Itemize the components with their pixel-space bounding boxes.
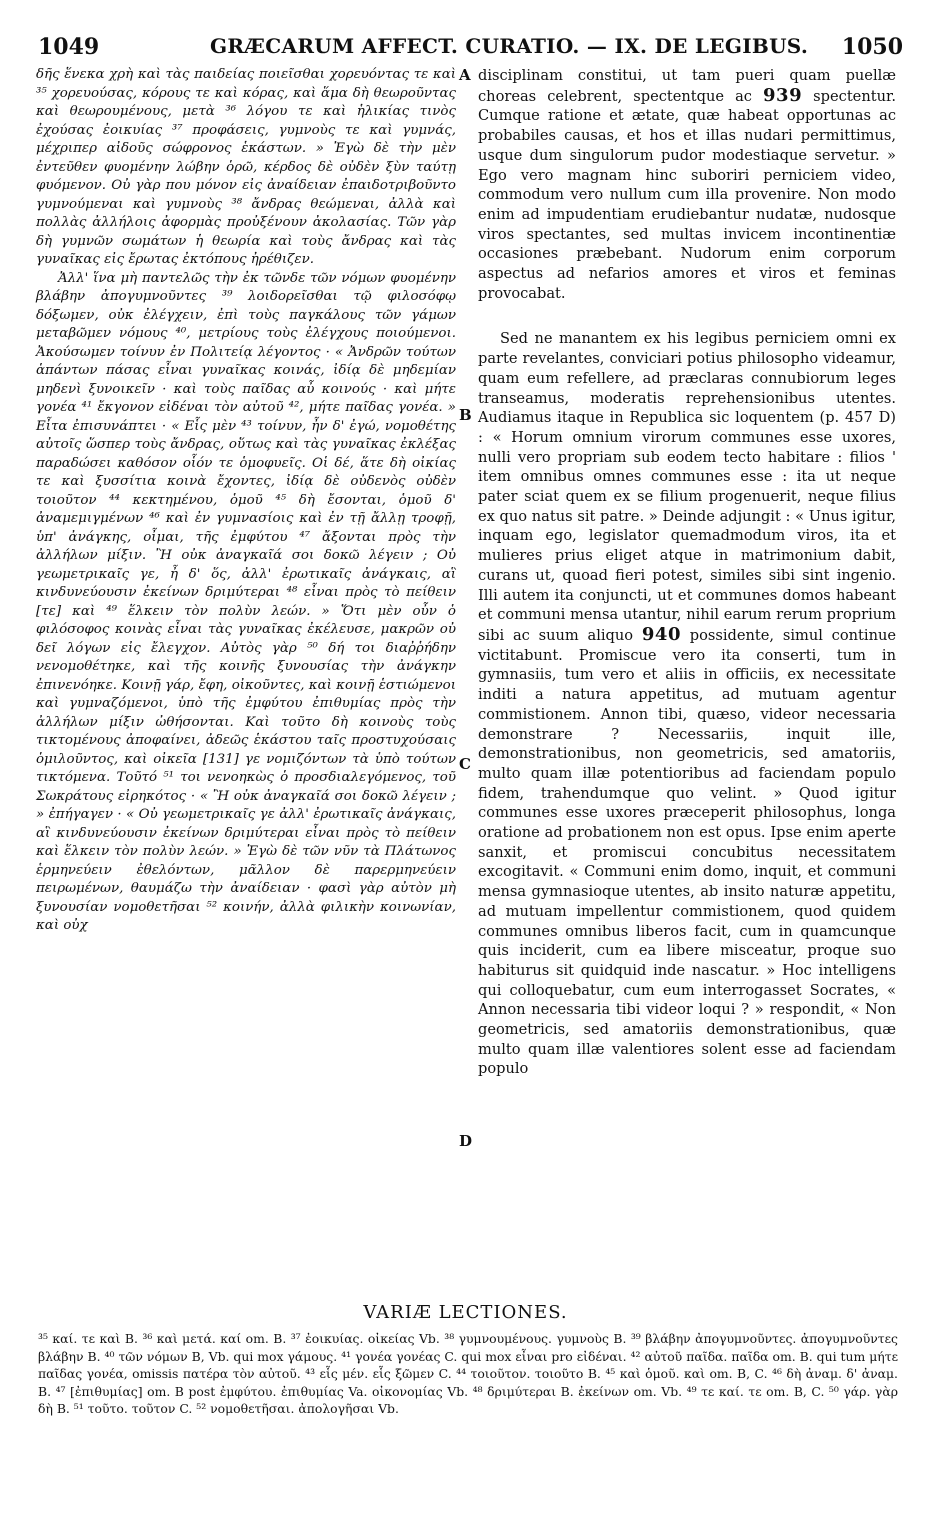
greek-paragraph-2: Ἀλλ' ἵνα μὴ παντελῶς τὴν ἐκ τῶνδε τῶν νόμων φυομένην βλάβην ἀπογυμνοῦντες ³⁹ λοιδορεῖσθαι τῷ φιλοσόφῳ δόξωμεν, οὐκ ἐλέγχειν, ἐπὶ τοὺς παγκάλους τῶν γάμων μεταβῶμεν νόμους ⁴⁰, μετρίους τοὺς ἐλέγχους ποιούμενοι. Ἀκούσωμεν τοίνυν ἐν Πολιτείᾳ λέγοντος · « Ἀνδρῶν τούτων ἁπάντων πάσας εἶναι γυναῖκας κοινάς, ἰδίᾳ δὲ μηδεμίαν μηδενὶ ξυνοικεῖν · καὶ τοὺς παῖδας αὖ κοινούς · καὶ μήτε γονέα ⁴¹ ἔκγονον εἰδέναι τὸν αὐτοῦ ⁴², μήτε παῖδας γονέα. » Εἶτα ἐπισυνάπτει · « Εἷς μὲν ⁴³ τοίνυν, ἦν δ' ἐγώ, νομοθέτης αὐτοῖς ὥσπερ τοὺς ἄνδρας, οὕτως καὶ τὰς γυναῖκας ἐκλέξας παραδώσει καθόσον οἷόν τε ὁμοφυεῖς. Οἱ δέ, ἅτε δὴ οἰκίας τε καὶ ξυσσίτια κοινὰ ἔχοντες, ἰδίᾳ δὲ οὐδενὸς οὐδὲν τοιοῦτον ⁴⁴ κεκτημένου, ὁμοῦ ⁴⁵ δὴ ἔσονται, ὁμοῦ δ' ἀναμεμιγμένων ⁴⁶ καὶ ἐν γυμνασίοις καὶ ἐν τῇ ἄλλῃ τροφῇ, ὑπ' ἀνάγκης, οἶμαι, τῆς ἐμφύτου ⁴⁷ ἄξονται πρὸς τὴν ἀλλήλων μίξιν. Ἢ οὐκ ἀναγκαῖά σοι δοκῶ λέγειν ; Οὐ γεωμετρικαῖς γε, ἦ δ' ὅς, ἀλλ' ἐρωτικαῖς ἀνάγκαις, αἳ κινδυνεύουσιν ἐκείνων δριμύτεραι ⁴⁸ εἶναι πρὸς τὸ πείθειν [τε] καὶ ⁴⁹ ἕλκειν τὸν πολὺν λεών. » Ὅτι μὲν οὖν ὁ φιλόσοφος κοινὰς εἶναι τὰς γυναῖκας ἐκέλευσε, μακρῶν οὐ δεῖ λόγων εἰς ἔλεγχον. Αὐτὸς γὰρ ⁵⁰ δή τοι διαῤῥήδην νενομοθέτηκε, καὶ τῆς κοινῆς ξυνουσίας τὴν ἀνάγκην ἐπινενόηκε. Κοινῇ γάρ, ἔφη, οἰκοῦντες, καὶ κοινῇ ἑστιώμενοι καὶ γυμναζόμενοι, ὑπὸ τῆς ἐμφύτου ἐπιθυμίας πρὸς τὴν ἀλλήλων μίξιν ὠθήσονται. Καὶ τοῦτο δὴ κοινοὺς τοὺς τικτομένους ἀποφαίνει, ἀδεῶς ἑκάστου ταῖς προστυχούσαις ὁμιλοῦντος, καὶ οἰκεῖα [131] γε νομιζόντων τὰ ὑπὸ τούτων τικτόμενα. Τοῦτό ⁵¹ τοι νενοηκὼς ὁ προσδιαλεγόμενος, τοῦ Σωκράτους εἰρηκότος · « Ἢ οὐκ ἀναγκαῖά σοι δοκῶ λέγειν ; » ἐπήγαγεν · « Οὐ γεωμετρικαῖς γε ἀλλ' ἐρωτικαῖς ἀνάγκαις, αἳ κινδυνεύουσιν ἐκείνων δριμύτεραι εἶναι πρὸς τὸ πείθειν καὶ ἕλκειν τὸν πολὺν λεών. » Ἐγὼ δὲ τῶν νῦν τὰ Πλάτωνος ἑρμηνεύειν ἐθελόντων, μᾶλλον δὲ παρερμηνεύειν πειρωμένων, θαυμάζω τὴν ἀναίδειαν · φασὶ γὰρ αὐτὸν μὴ ξυνουσίαν νομοθετῆσαι ⁵² κοινήν, ἀλλὰ φιλικὴν κοινωνίαν, καὶ οὐχ xyxy=(36,270,456,933)
latin-column xyxy=(478,66,896,1079)
latin-paragraph-2-part-b: possidente, simul continue victitabunt. Promiscue vero ita conserti, tum in gymnasiis, tum vero et aliis in officiis, ex necessitate inditi a natura appetitus, ad mutuam agentur commistionem. Annon tibi, quæso, videor necessaria demonstrare ? Necessariis, inquit ille, demonstrationibus, non geometricis, sed amatoriis, multo quam illæ potentioribus ad faciendam populo fidem, trahendumque quo velint. » Quod igitur communes esse uxores præceperit philosophus, longa oratione ad probationem non est opus. Ipse enim aperte sanxit, et promiscui concubitus necessitatem excogitavit. « Communi enim domo, inquit, et communi mensa gymnasioque utentes, ab insito naturæ appetitu, ad mutuam impellentur commistionem, quod quidem communes omnibus liberos facit, cum in quamcunque quis inciderit, cum ea libere misceatur, proque suo habiturus sit quidquid inde nascatur. » Hoc intelligens qui colloquebatur, cum eum interrogasset Socrates, « Annon necessaria tibi videor loqui ? » respondit, « Non geometricis, sed amatoriis demonstrationibus, quæ multo quam illæ valentiores solent esse ad faciendam populo xyxy=(478,626,897,1078)
variae-lectiones-title: VARIÆ LECTIONES. xyxy=(363,1302,568,1323)
edition-page-number-939: 939 xyxy=(763,84,803,106)
latin-paragraph-2-part-a: Sed ne manantem ex his legibus perniciem omni ex parte revelantes, conviciari potius philosopho videamur, quam eum refellere, ad præclaras connubiorum leges transeamus, moderatis reprehensionibus utentes. Audiamus itaque in Republica sic loquentem (p. 457 D) : « Horum omnium virorum communes esse uxores, nulli vero propriam sub eodem tecto habitare : filios ' item omnibus omnes communes esse : ita ut neque pater sciat quem ex se filium progenuerit, neque filius ex quo natus sit patre. » Deinde adjungit : « Unus igitur, inquam ego, legislator quemadmodum viros, ita et mulieres prius eliget atque in matrimonium dabit, curans ut, quoad fieri potest, similes sibi sint ingenio. Illi autem ita conjuncti, ut et communes domos habeant et communi mensa utantur, nihil earum rerum proprium sibi ac suum aliquo xyxy=(478,330,896,644)
greek-column xyxy=(36,66,456,936)
variae-lectiones-notes xyxy=(38,1330,898,1418)
latin-paragraph-1-part-b: spectentur. Cumque ratione et ætate, quæ habeat opportunas ac probabiles causas, et hos et illas nudari permittimus, usque dum singulorum pudor modestiaque servetur. » Ego vero magnam hinc suboriri perniciem video, commodum vero nullum cum illa provenire. Non modo enim ad impudentiam erudiebantur nudatæ, nudosque viros spectantes, sed multas invicem incontinentiæ occasiones præbebant. Nudorum enim corporum aspectus ad nefarios amores et viros et feminas provocabat. xyxy=(478,87,896,302)
left-page-number: 1049 xyxy=(38,34,100,60)
section-marker-d: D xyxy=(459,1132,473,1150)
latin-paragraph-1 xyxy=(478,66,896,303)
right-page-number: 1050 xyxy=(841,34,903,60)
latin-paragraph-2 xyxy=(478,329,896,1079)
section-marker-c: C xyxy=(459,755,471,773)
edition-page-number-940: 940 xyxy=(641,623,681,645)
greek-paragraph-1: δῆς ἕνεκα χρὴ καὶ τὰς παιδείας ποιεῖσθαι χορευόντας τε καὶ ³⁵ χορευούσας, κόρους τε καὶ κόρας, καὶ ἅμα δὴ θεωροῦντας καὶ θεωρουμένους, μετὰ ³⁶ λόγου τε καὶ ἡλικίας τινὸς ἐχούσας ἐοικυίας ³⁷ προφάσεις, γυμνοὺς τε καὶ γυμνάς, μέχριπερ αἰδοῦς σώφρονος ἑκάστων. » Ἐγὼ δὲ τὴν μὲν ἐντεῦθεν φυομένην λώβην ὁρῶ, κέρδος δὲ οὐδὲν ξὺν ταύτῃ φυόμενον. Οὐ γὰρ που μόνον εἰς ἀναίδειαν ἐπαιδοτριβοῦντο γυμνούμεναι καὶ γυμνοὺς ³⁸ ἄνδρας θεώμεναι, ἀλλὰ καὶ πολλὰς ἀλλήλοις ἀφορμὰς προὐξένουν ἀκολασίας. Τῶν γὰρ δὴ γυμνῶν σωμάτων ἡ θεωρία καὶ τοὺς ἄνδρας καὶ τὰς γυναῖκας εἰς ἔρωτας ἐκτόπους ἠρέθιζεν. xyxy=(36,67,456,267)
running-title: GRÆCARUM AFFECT. CURATIO. — IX. DE LEGIBUS. xyxy=(210,34,809,58)
section-marker-a: A xyxy=(459,66,471,84)
latin-paragraph-1-part-a: disciplinam constitui, ut tam pueri quam puellæ choreas celebrent, spectentque ac xyxy=(478,67,896,105)
variae-lectiones-text: ³⁵ καί. τε καὶ B. ³⁶ καὶ μετά. καί om. B. ³⁷ ἐοικυίας. οἰκείας Vb. ³⁸ γυμνουμένους. γυμνοὺς B. ³⁹ βλάβην ἀπογυμνοῦντες. ἀπογυμνοῦντες βλάβην B. ⁴⁰ τῶν νόμων B, Vb. qui mox γάμους. ⁴¹ γονέα γονέας C. qui mox εἶναι pro εἰδέναι. ⁴² αὐτοῦ παῖδα. παῖδα om. B. qui tum μήτε παῖδας γονέα, omissis πατέρα τὸν αὐτοῦ. ⁴³ εἷς μέν. εἷς ξῶμεν C. ⁴⁴ τοιοῦτον. τοιοῦτο B. ⁴⁵ καὶ ὁμοῦ. καὶ om. B, C. ⁴⁶ δὴ ἀναμ. δ' ἀναμ. B. ⁴⁷ [ἐπιθυμίας] om. B post ἐμφύτου. ἐπιθυμίας Va. οἰκονομίας Vb. ⁴⁸ δριμύτεραι B. ἐκείνων om. Vb. ⁴⁹ τε καί. τε om. B, C. ⁵⁰ γάρ. γὰρ δὴ B. ⁵¹ τοῦτο. τοῦτον C. ⁵² νομοθετῆσαι. ἀπολογῆσαι Vb. xyxy=(38,1331,898,1417)
section-marker-b: B xyxy=(459,406,472,424)
